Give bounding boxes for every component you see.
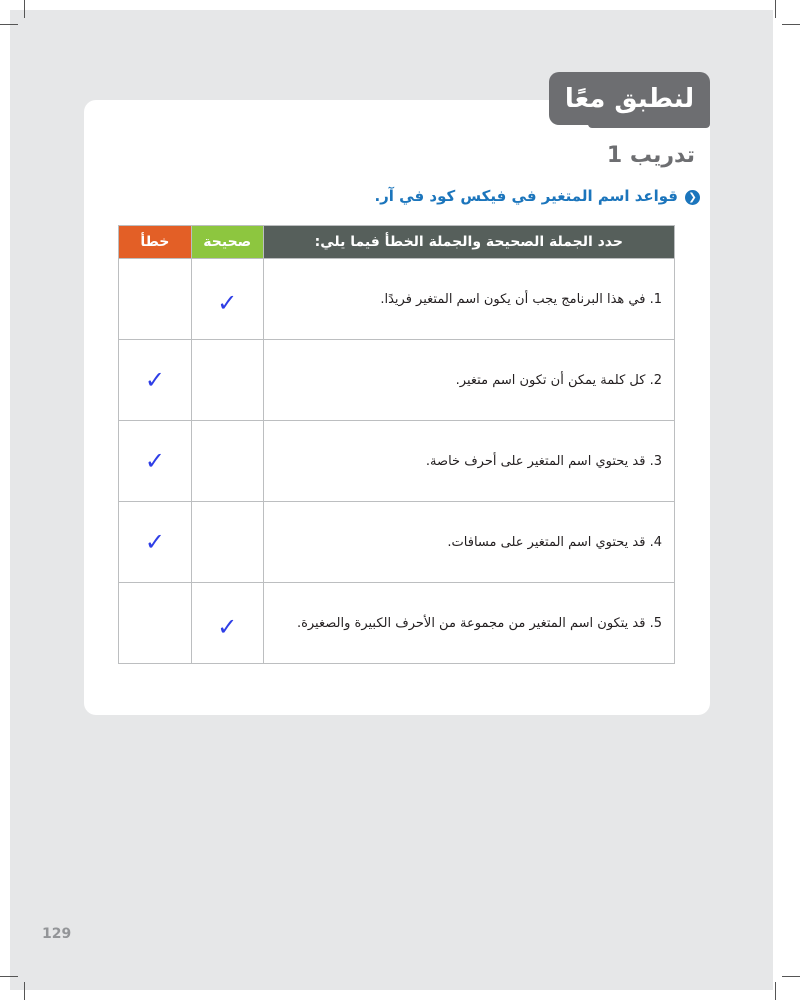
- statement-cell: 5. قد يتكون اسم المتغير من مجموعة من الأحرف الكبيرة والصغيرة.: [263, 583, 674, 664]
- table-row: [119, 502, 675, 583]
- crop-mark: [0, 24, 18, 25]
- header-correct: صحيحة: [191, 226, 263, 259]
- exercise-subtitle: [374, 187, 697, 205]
- wrong-answer-cell[interactable]: [119, 583, 192, 664]
- true-false-table: [118, 225, 675, 664]
- wrong-answer-cell[interactable]: [119, 259, 192, 340]
- section-banner-label: لنطبق معًا: [564, 83, 695, 114]
- crop-mark: [782, 976, 800, 977]
- table-row: [119, 259, 675, 340]
- section-banner: [549, 72, 710, 125]
- check-mark-icon: ✓: [217, 613, 238, 641]
- table-header-row: [119, 226, 675, 259]
- chevron-bullet-icon: ❮: [685, 190, 700, 205]
- wrong-answer-cell[interactable]: [119, 340, 192, 421]
- statement-cell: 1. في هذا البرنامج يجب أن يكون اسم المتغير فريدًا.: [263, 259, 674, 340]
- check-mark-icon: ✓: [144, 366, 165, 394]
- statement-cell: 2. كل كلمة يمكن أن تكون اسم متغير.: [263, 340, 674, 421]
- table-row: [119, 583, 675, 664]
- correct-answer-cell[interactable]: [191, 583, 263, 664]
- page-number: 129: [42, 926, 72, 942]
- exercise-subtitle-text: قواعد اسم المتغير في فيكس كود في آر.: [374, 187, 678, 205]
- check-mark-icon: ✓: [144, 447, 165, 475]
- header-question: حدد الجملة الصحيحة والجملة الخطأ فيما يلي:: [263, 226, 674, 259]
- correct-answer-cell[interactable]: [191, 340, 263, 421]
- check-mark-icon: ✓: [217, 289, 238, 317]
- exercise-title: تدريب 1: [606, 143, 695, 168]
- crop-mark: [24, 0, 25, 18]
- crop-mark: [0, 976, 18, 977]
- header-wrong: خطأ: [119, 226, 192, 259]
- crop-mark: [782, 24, 800, 25]
- statement-cell: 3. قد يحتوي اسم المتغير على أحرف خاصة.: [263, 421, 674, 502]
- correct-answer-cell[interactable]: [191, 421, 263, 502]
- crop-mark: [24, 982, 25, 1000]
- check-mark-icon: ✓: [144, 528, 165, 556]
- wrong-answer-cell[interactable]: [119, 421, 192, 502]
- crop-mark: [775, 0, 776, 18]
- statement-cell: 4. قد يحتوي اسم المتغير على مسافات.: [263, 502, 674, 583]
- table-row: [119, 340, 675, 421]
- table-row: [119, 421, 675, 502]
- crop-mark: [775, 982, 776, 1000]
- correct-answer-cell[interactable]: [191, 259, 263, 340]
- correct-answer-cell[interactable]: [191, 502, 263, 583]
- wrong-answer-cell[interactable]: [119, 502, 192, 583]
